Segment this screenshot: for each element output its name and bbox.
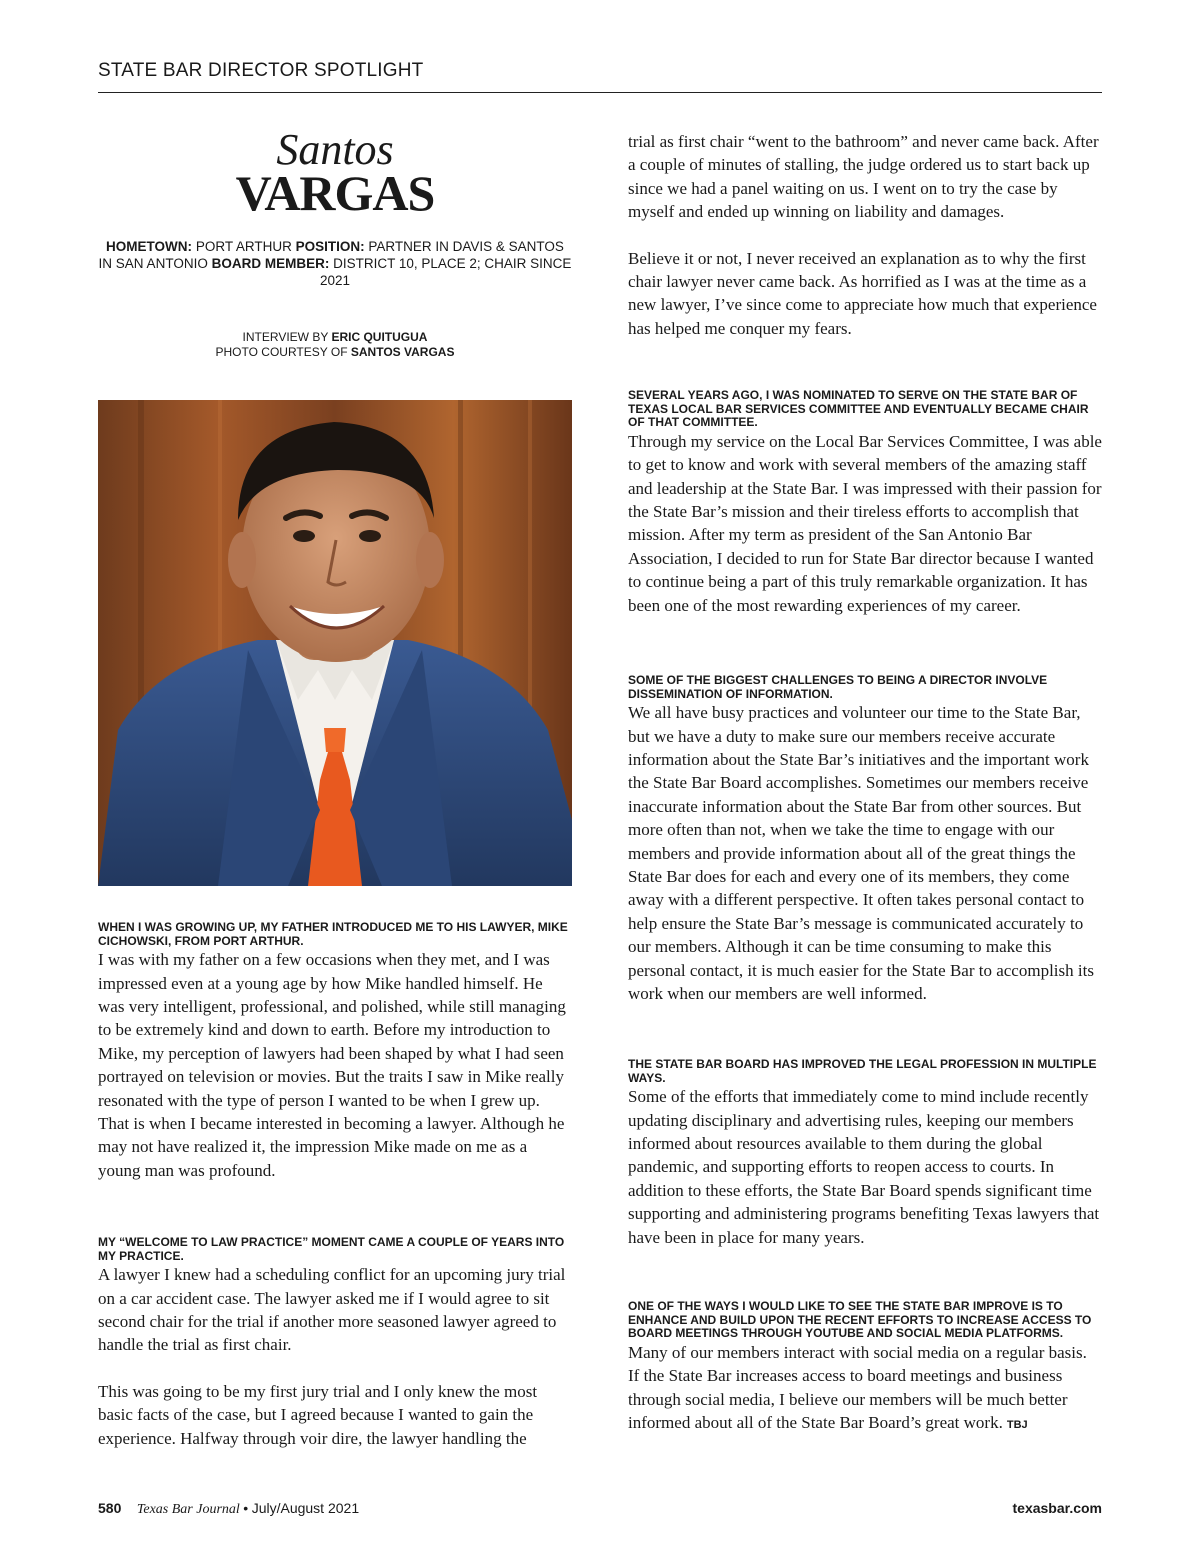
qa-1	[98, 921, 572, 1182]
interview-prefix: INTERVIEW BY	[242, 330, 329, 344]
qa-2	[98, 1236, 572, 1450]
qa-4-answer: We all have busy practices and volunteer our time to the State Bar, but we have a duty to make sure our members receive accurate information about the State Bar’s initiatives and the important work the State Bar Board accomplishes. Sometimes our members receive inaccurate information about the State Bar from other sources. But more often than not, when we take the time to engage with our members and provide information about all of the great things the State Bar does for each and every one of its members, they come away with a different perspective. It often takes personal contact to help ensure the State Bar’s message is communicated accurately to our members. Although it can be time consuming to make this personal contact, it is much easier for the State Bar to accomplish its work when our members are well informed.	[628, 703, 1094, 1004]
qa-6	[628, 1300, 1102, 1437]
qa-2-continuation-p1: trial as first chair “went to the bathroom” and never came back. After a couple of minutes of stalling, the judge ordered us to start back up since we had a panel waiting on us. I went on to try the case by myself and ended up winning on liability and damages.	[628, 132, 1099, 222]
footer-left	[98, 1500, 359, 1518]
header-rule	[98, 92, 1102, 93]
qa-3	[628, 389, 1102, 617]
qa-6-question: ONE OF THE WAYS I WOULD LIKE TO SEE THE STATE BAR IMPROVE IS TO ENHANCE AND BUILD UPON THE RECENT EFFORTS TO INCREASE ACCESS TO BOARD MEETINGS THROUGH YOUTUBE AND SOCIAL MEDIA PLATFORMS.	[628, 1299, 1092, 1341]
section-label: STATE BAR DIRECTOR SPOTLIGHT	[98, 60, 424, 81]
profile-last-name: VARGAS	[235, 165, 435, 221]
issue-date: July/August 2021	[251, 1500, 360, 1516]
portrait-photo	[98, 400, 572, 886]
qa-6-answer	[628, 1341, 1102, 1438]
hometown-label: HOMETOWN:	[106, 239, 193, 254]
interviewer-name: ERIC QUITUGUA	[331, 330, 428, 344]
board-value: DISTRICT 10, PLACE 2; CHAIR SINCE 2021	[319, 256, 572, 288]
qa-5-answer: Some of the efforts that immediately come to mind include recently updating disciplinary and advertising rules, keeping our members informed about resources available to them during the global pandemic, and supporting efforts to reopen access to courts. In addition to these efforts, the State Bar Board spends significant time supporting and administering programs benefiting Texas lawyers that have been in place for many years.	[628, 1087, 1100, 1247]
page-number: 580	[98, 1500, 122, 1516]
footer-separator: •	[243, 1500, 249, 1516]
profile-first-name: Santos	[276, 125, 394, 174]
qa-4-question: SOME OF THE BIGGEST CHALLENGES TO BEING A DIRECTOR INVOLVE DISSEMINATION OF INFORMATION.	[628, 673, 1048, 701]
qa-3-question: SEVERAL YEARS AGO, I WAS NOMINATED TO SERVE ON THE STATE BAR OF TEXAS LOCAL BAR SERVICES COMMITTEE AND EVENTUALLY BECAME CHAIR OF THAT COMMITTEE.	[628, 388, 1089, 430]
board-label: BOARD MEMBER:	[211, 256, 330, 271]
qa-6-answer-text: Many of our members interact with social media on a regular basis. If the State Bar increases access to board meetings and business through social media, I believe our members will be much better informed about all of the State Bar Board’s great work.	[628, 1342, 1087, 1432]
website-url: texasbar.com	[1012, 1500, 1102, 1516]
journal-title: Texas Bar Journal	[136, 1502, 240, 1517]
qa-2-answer-p1: A lawyer I knew had a scheduling conflict for an upcoming jury trial on a car accident case. The lawyer asked me if I would agree to sit second chair for the trial if another more seasoned lawyer agreed to handle the trial as first chair.	[98, 1265, 566, 1355]
photo-prefix: PHOTO COURTESY OF	[215, 345, 348, 359]
profile-bio	[98, 238, 572, 289]
interview-credit	[98, 330, 572, 345]
photo-credit	[98, 345, 572, 360]
credits	[98, 330, 572, 360]
qa-2-continuation	[628, 130, 1102, 340]
qa-1-answer: I was with my father on a few occasions when they met, and I was impressed even at a young age by how Mike handled himself. He was very intelligent, professional, and polished, while still managing to be extremely kind and down to earth. Before my introduction to Mike, my perception of lawyers had been shaped by what I had seen portrayed on television or movies. But the traits I saw in Mike really resonated with the type of person I wanted to be when I grew up. That is when I became interested in becoming a lawyer. Although he may not have realized it, the impression Mike made on me as a young man was profound.	[98, 950, 566, 1180]
qa-4	[628, 674, 1102, 1005]
qa-2-answer-p2: This was going to be my first jury trial and I only knew the most basic facts of the case, but I agreed because I wanted to gain the experience. Halfway through voir dire, the lawyer handling the	[98, 1381, 538, 1448]
qa-1-question: WHEN I WAS GROWING UP, MY FATHER INTRODUCED ME TO HIS LAWYER, MIKE CICHOWSKI, FROM PORT ARTHUR.	[98, 920, 568, 948]
qa-3-answer: Through my service on the Local Bar Services Committee, I was able to get to know and work with several members of the amazing staff and leadership at the State Bar. I was impressed with their passion for the State Bar’s mission and their tireless efforts to accomplish that mission. After my term as president of the San Antonio Bar Association, I decided to run for State Bar director because I wanted to continue being a part of this truly remarkable organization. It has been one of the most rewarding experiences of my career.	[628, 431, 1102, 615]
position-label: POSITION:	[295, 239, 365, 254]
qa-2-question: MY “WELCOME TO LAW PRACTICE” MOMENT CAME A COUPLE OF YEARS INTO MY PRACTICE.	[98, 1235, 565, 1263]
qa-5	[628, 1058, 1102, 1249]
tbj-end-mark: TBJ	[1006, 1419, 1028, 1431]
qa-2-continuation-p2: Believe it or not, I never received an explanation as to why the first chair lawyer never came back. As horrified as I was at the time as a new lawyer, I’ve since come to appreciate how much that experience has helped me conquer my fears.	[628, 248, 1097, 338]
hometown-value: PORT ARTHUR	[195, 239, 292, 254]
photographer-name: SANTOS VARGAS	[350, 345, 455, 359]
position-value: PARTNER IN DAVIS & SANTOS IN SAN ANTONIO	[98, 239, 564, 271]
qa-5-question: THE STATE BAR BOARD HAS IMPROVED THE LEGAL PROFESSION IN MULTIPLE WAYS.	[628, 1057, 1097, 1085]
